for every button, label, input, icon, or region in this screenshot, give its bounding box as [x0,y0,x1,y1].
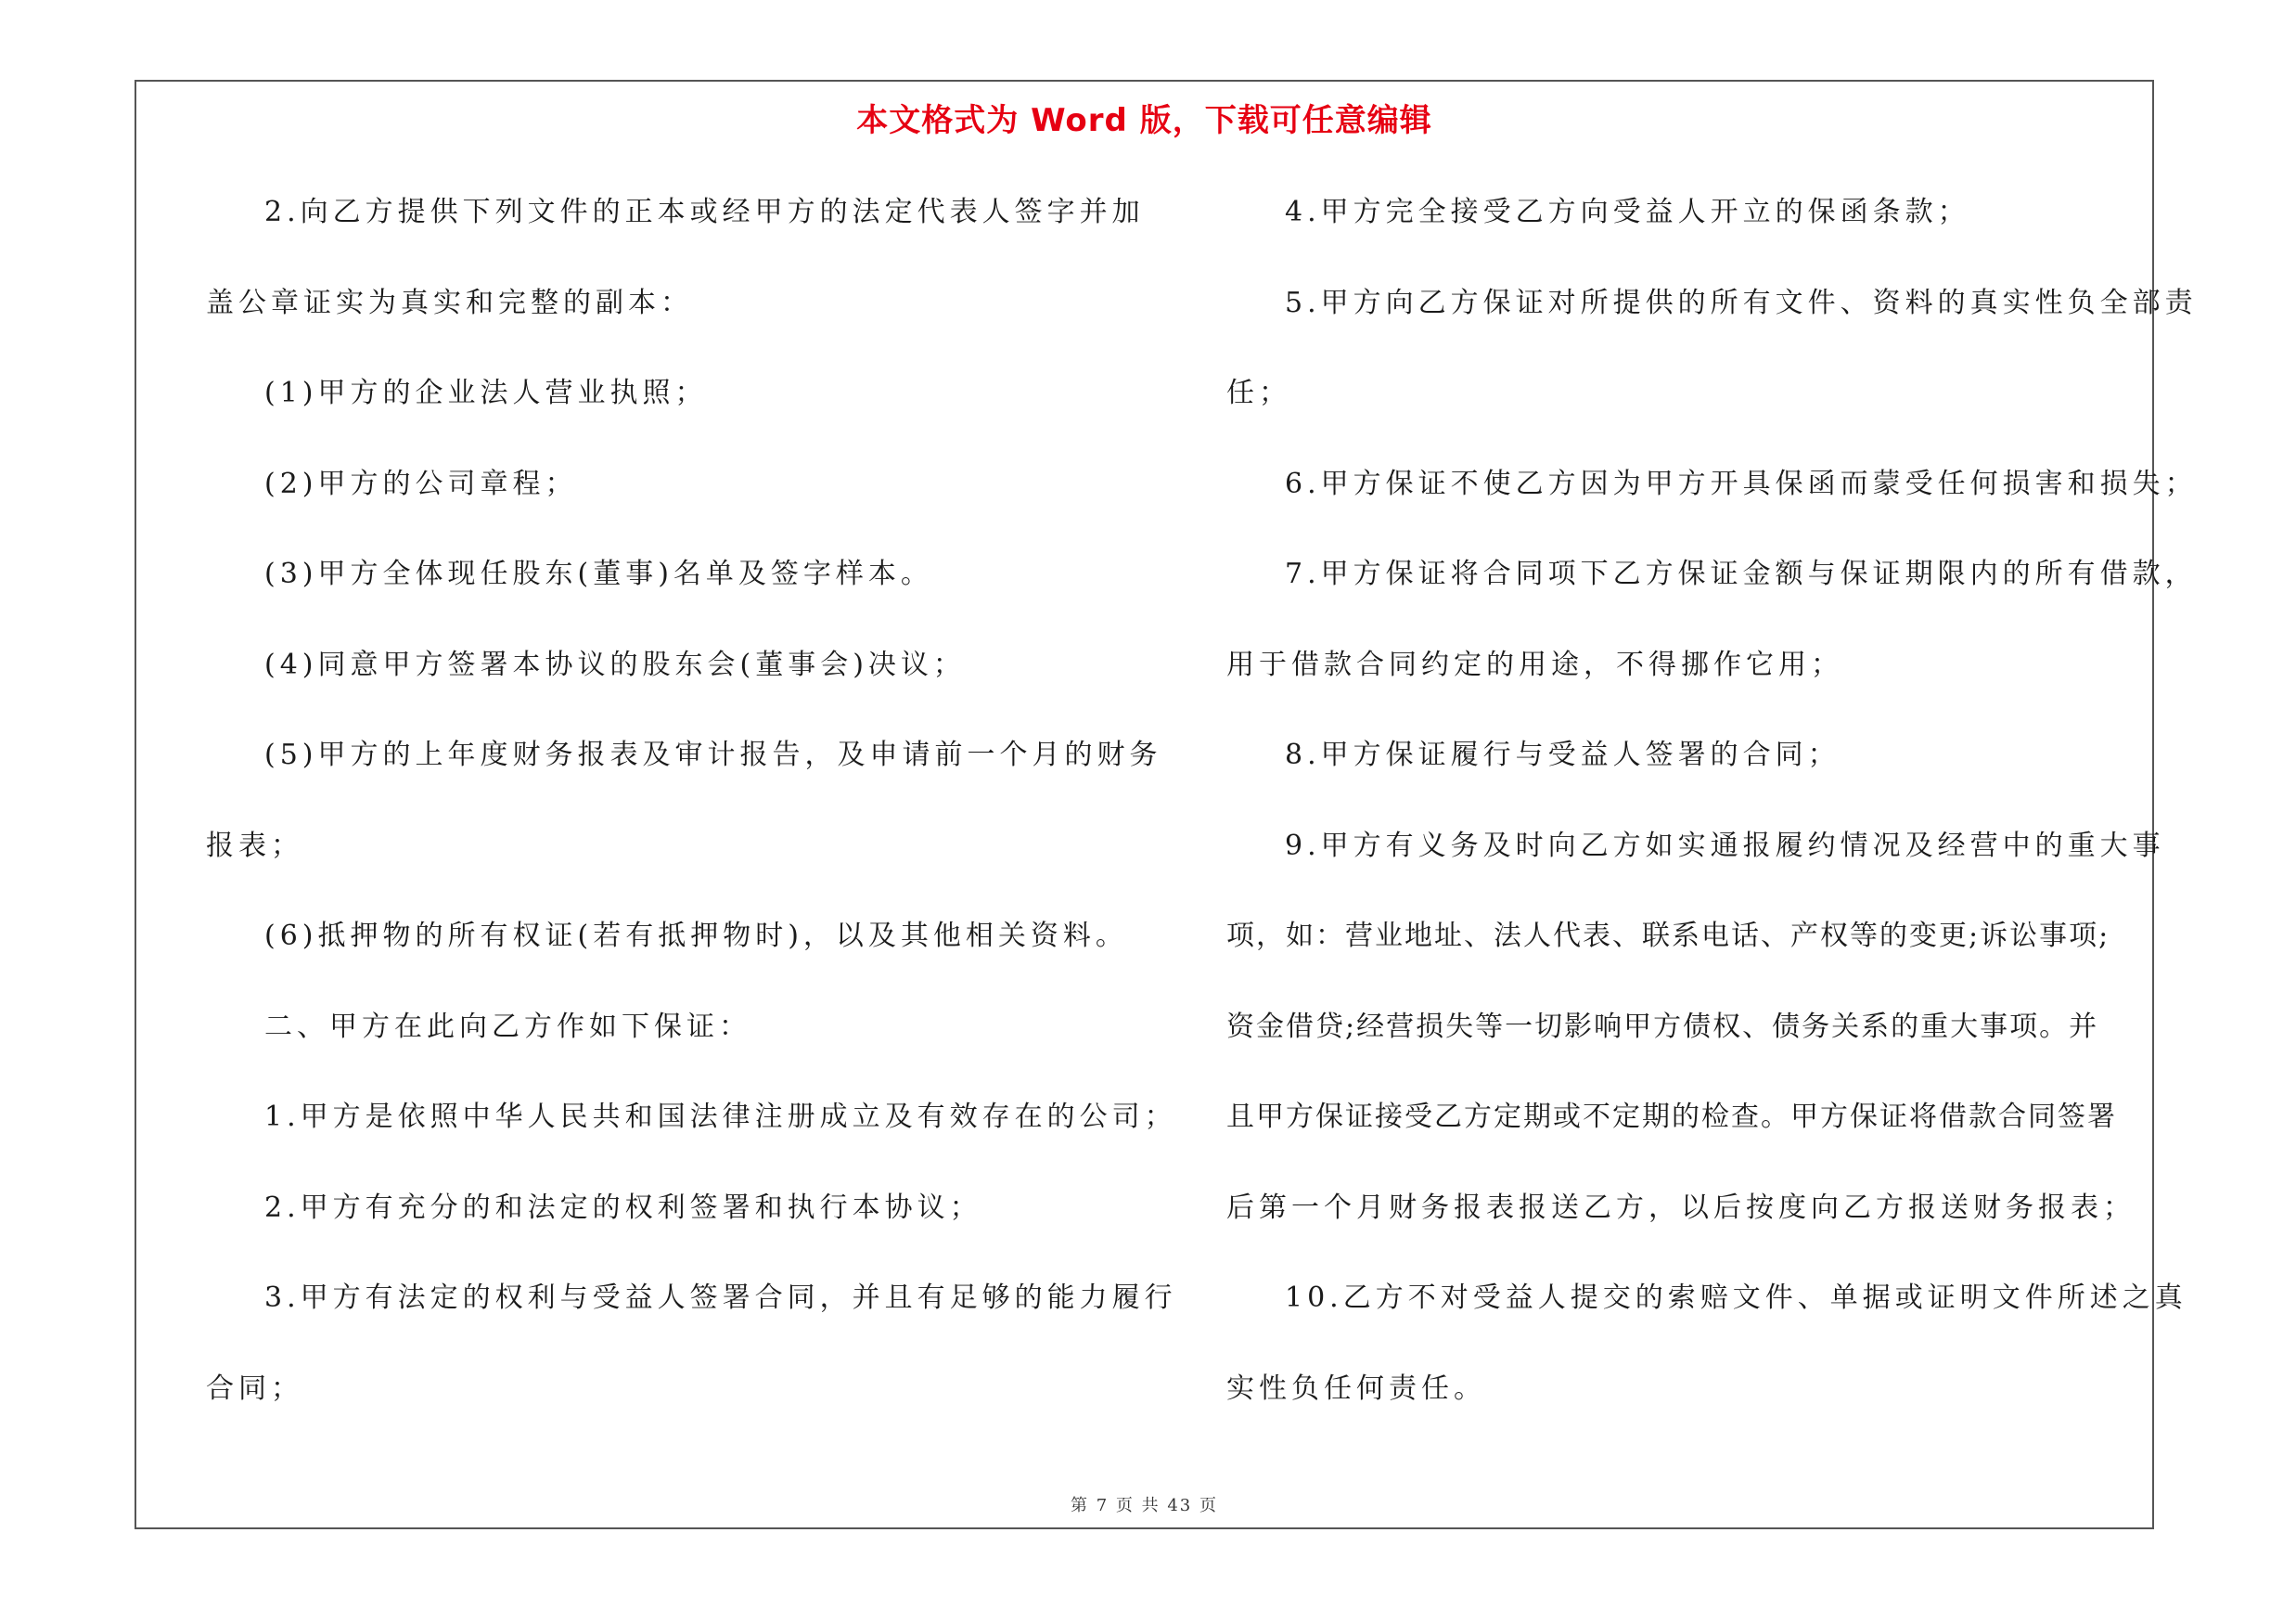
left-line-3: (1)甲方的企业法人营业执照； [264,377,708,409]
right-line-11: 且甲方保证接受乙方定期或不定期的检查。甲方保证将借款合同签署 [1226,1101,2117,1133]
left-line-5: (3)甲方全体现任股东(董事)名单及签字样本。 [264,558,933,590]
right-line-5: 7.甲方保证将合同项下乙方保证金额与保证期限内的所有借款， [1285,558,2198,590]
left-line-9: (6)抵押物的所有权证(若有抵押物时)，以及其他相关资料。 [264,920,1128,952]
left-line-2: 盖公章证实为真实和完整的副本： [206,287,693,319]
right-line-6: 用于借款合同约定的用途，不得挪作它用； [1226,649,1843,681]
left-line-8: 报表； [206,830,303,862]
right-line-8: 9.甲方有义务及时向乙方如实通报履约情况及经营中的重大事 [1285,830,2165,862]
left-line-10: 二、甲方在此向乙方作如下保证： [264,1011,751,1043]
left-line-13: 3.甲方有法定的权利与受益人签署合同，并且有足够的能力履行 [264,1282,1177,1314]
right-line-2: 5.甲方向乙方保证对所提供的所有文件、资料的真实性负全部责 [1285,287,2198,319]
left-line-11: 1.甲方是依照中华人民共和国法律注册成立及有效存在的公司； [264,1101,1177,1133]
page-number-footer: 第 7 页 共 43 页 [1071,1496,1218,1515]
right-line-14: 实性负任何责任。 [1226,1372,1486,1405]
left-line-1: 2.向乙方提供下列文件的正本或经甲方的法定代表人签字并加 [264,196,1145,228]
page-frame [135,80,2198,1529]
left-line-4: (2)甲方的公司章程； [264,468,578,500]
right-line-10: 资金借贷;经营损失等一切影响甲方债权、债务关系的重大事项。并 [1226,1011,2099,1043]
right-line-9: 项，如：营业地址、法人代表、联系电话、产权等的变更;诉讼事项; [1226,920,2110,952]
right-line-7: 8.甲方保证履行与受益人签署的合同； [1285,739,1841,771]
left-line-14: 合同； [206,1372,303,1405]
right-line-1: 4.甲方完全接受乙方向受益人开立的保函条款； [1285,196,1970,228]
right-line-3: 任； [1226,377,1291,409]
right-line-12: 后第一个月财务报表报送乙方，以后按度向乙方报送财务报表； [1226,1191,2136,1224]
left-line-7: (5)甲方的上年度财务报表及审计报告，及申请前一个月的财务 [264,739,1162,771]
left-line-6: (4)同意甲方签署本协议的股东会(董事会)决议； [264,649,966,681]
right-line-13: 10.乙方不对受益人提交的索赔文件、单据或证明文件所述之真 [1285,1282,2187,1314]
watermark-banner: 本文格式为 Word 版，下载可任意编辑 [856,102,1432,139]
left-line-12: 2.甲方有充分的和法定的权利签署和执行本协议； [264,1191,982,1224]
right-line-4: 6.甲方保证不使乙方因为甲方开具保函而蒙受任何损害和损失； [1285,468,2198,500]
